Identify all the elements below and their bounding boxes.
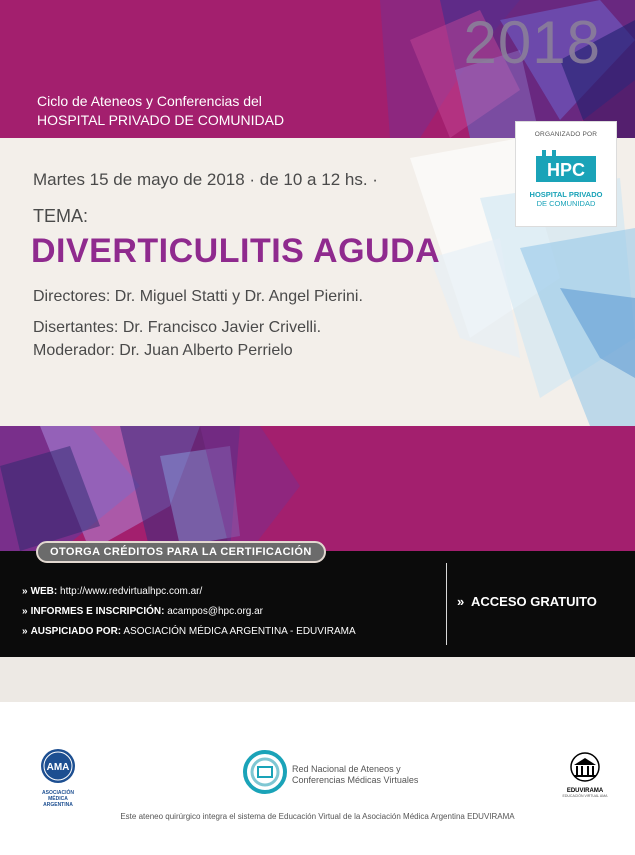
red-nacional-icon (243, 750, 287, 794)
event-speakers: Disertantes: Dr. Francisco Javier Crivelli. (33, 319, 322, 336)
hpc-logo-text: HPC (546, 160, 586, 180)
decorative-facets-lower (0, 426, 635, 551)
credits-badge: OTORGA CRÉDITOS PARA LA CERTIFICACIÓN (36, 541, 326, 563)
chevron-right-icon: » (22, 586, 28, 597)
building-icon (563, 752, 607, 782)
organizer-label: ORGANIZADO POR (534, 131, 598, 138)
year-label: 2018 (463, 9, 601, 76)
ama-line-2: MÉDICA (48, 796, 68, 802)
cycle-line-2: HOSPITAL PRIVADO DE COMUNIDAD (37, 112, 285, 128)
ama-emblem-text: AMA (46, 762, 70, 773)
free-access-label (457, 594, 597, 609)
eduvirama-sub: EDUCACIÓN VIRTUAL AMA (562, 794, 608, 798)
ama-logo (33, 747, 83, 808)
informes-label: INFORMES E INSCRIPCIÓN: (30, 606, 165, 617)
organizer-name-2: DE COMUNIDAD (536, 199, 596, 208)
ama-line-3: ARGENTINA (43, 802, 73, 808)
web-link[interactable]: http://www.redvirtualhpc.com.ar/ (60, 586, 203, 597)
free-access-text: ACCESO GRATUITO (470, 594, 597, 609)
red-nacional-logo (243, 750, 419, 799)
web-label: WEB: (30, 586, 58, 597)
spacer-strip (0, 657, 635, 702)
chevron-right-icon: » (22, 626, 28, 637)
header-band (0, 0, 635, 138)
red-line-2: Conferencias Médicas Virtuales (292, 775, 419, 785)
event-directors: Directores: Dr. Miguel Statti y Dr. Angel Pierini. (33, 288, 363, 305)
middle-band (0, 426, 635, 551)
organizer-name-1: HOSPITAL PRIVADO (529, 190, 603, 199)
ama-emblem-icon (39, 747, 77, 785)
organizer-badge (515, 121, 617, 227)
red-nacional-text (292, 764, 452, 786)
event-date: Martes 15 de mayo de 2018 · de 10 a 12 hs. · (33, 170, 378, 189)
auspiciado-row (22, 626, 356, 637)
ama-line-1: ASOCIACIÓN (42, 790, 74, 796)
cycle-line-1: Ciclo de Ateneos y Conferencias del (37, 93, 262, 109)
hpc-logo-icon (536, 150, 596, 186)
red-line-1: Red Nacional de Ateneos y (292, 764, 401, 774)
auspiciado-value: ASOCIACIÓN MÉDICA ARGENTINA - EDUVIRAMA (123, 626, 356, 637)
informes-row (22, 606, 263, 617)
web-row (22, 586, 202, 597)
auspiciado-label: AUSPICIADO POR: (30, 626, 122, 637)
eduvirama-name: EDUVIRAMA (566, 788, 604, 794)
chevron-right-icon: » (22, 606, 28, 617)
topic-label: TEMA: (33, 206, 89, 226)
info-divider (446, 563, 447, 645)
eduvirama-logo (557, 752, 613, 798)
informes-email[interactable]: acampos@hpc.org.ar (167, 606, 264, 617)
event-moderator: Moderador: Dr. Juan Alberto Perrielo (33, 342, 293, 359)
chevron-right-icon: » (457, 594, 465, 609)
event-title: DIVERTICULITIS AGUDA (31, 232, 441, 270)
cycle-title (37, 92, 284, 130)
footer-note: Este ateneo quirúrgico integra el sistema de Educación Virtual de la Asociación Médica Argentina EDUVIRAMA (120, 812, 515, 821)
